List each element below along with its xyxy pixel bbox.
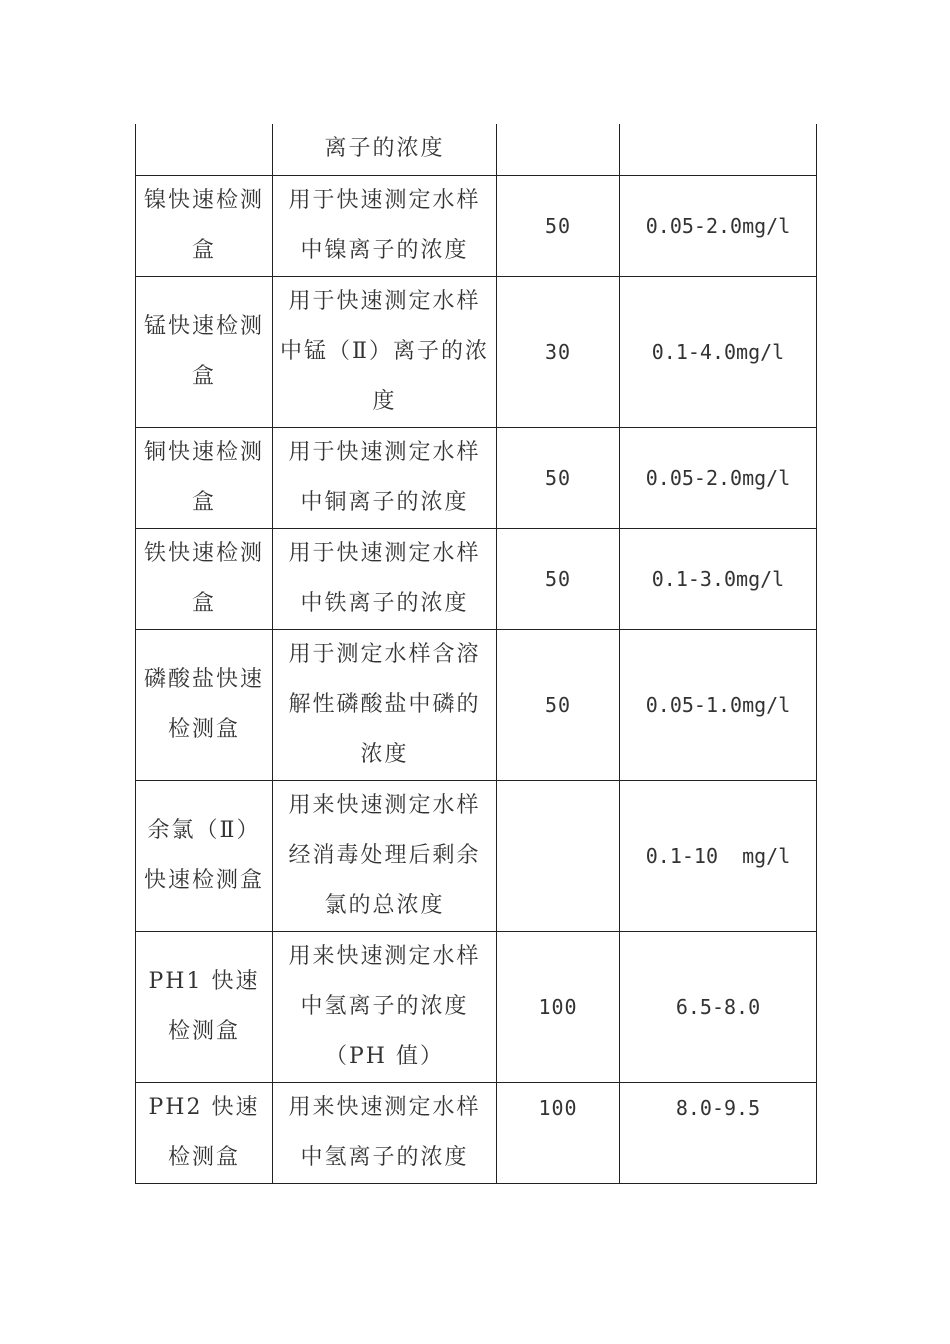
kit-name-cell bbox=[136, 124, 273, 175]
table-row bbox=[136, 1082, 817, 1183]
kit-count-cell bbox=[497, 780, 620, 931]
kit-range-cell: 6.5-8.0 bbox=[620, 931, 817, 1082]
kit-description-cell: 离子的浓度 bbox=[273, 124, 497, 175]
table-row bbox=[136, 629, 817, 780]
kit-range-cell: 8.0-9.5 bbox=[620, 1082, 817, 1183]
kit-range-cell: 0.1-4.0mg/l bbox=[620, 276, 817, 427]
table-row bbox=[136, 931, 817, 1082]
table-row bbox=[136, 528, 817, 629]
kit-name-cell: PH1 快速检测盒 bbox=[136, 931, 273, 1082]
kit-name-cell: 铜快速检测盒 bbox=[136, 427, 273, 528]
kit-range-cell: 0.05-1.0mg/l bbox=[620, 629, 817, 780]
kit-description-cell: 用于快速测定水样中锰（Ⅱ）离子的浓度 bbox=[273, 276, 497, 427]
kit-range-cell: 0.05-2.0mg/l bbox=[620, 427, 817, 528]
kit-description-cell: 用来快速测定水样中氢离子的浓度（PH 值） bbox=[273, 931, 497, 1082]
test-kit-table bbox=[135, 124, 817, 1184]
kit-name-cell: PH2 快速检测盒 bbox=[136, 1082, 273, 1183]
kit-range-cell bbox=[620, 124, 817, 175]
table-row bbox=[136, 780, 817, 931]
kit-name-cell: 镍快速检测盒 bbox=[136, 175, 273, 276]
kit-count-cell: 100 bbox=[497, 1082, 620, 1183]
kit-name-cell: 铁快速检测盒 bbox=[136, 528, 273, 629]
kit-range-cell: 0.1-3.0mg/l bbox=[620, 528, 817, 629]
table-row bbox=[136, 276, 817, 427]
kit-description-cell: 用于快速测定水样中铜离子的浓度 bbox=[273, 427, 497, 528]
table-row bbox=[136, 427, 817, 528]
kit-description-cell: 用来快速测定水样经消毒处理后剩余氯的总浓度 bbox=[273, 780, 497, 931]
table-row bbox=[136, 124, 817, 175]
kit-range-cell: 0.1-10 mg/l bbox=[620, 780, 817, 931]
kit-count-cell: 50 bbox=[497, 629, 620, 780]
kit-description-cell: 用于测定水样含溶解性磷酸盐中磷的浓度 bbox=[273, 629, 497, 780]
kit-description-cell: 用于快速测定水样中镍离子的浓度 bbox=[273, 175, 497, 276]
kit-count-cell bbox=[497, 124, 620, 175]
kit-name-cell: 锰快速检测盒 bbox=[136, 276, 273, 427]
kit-count-cell: 50 bbox=[497, 427, 620, 528]
kit-name-cell: 余氯（Ⅱ）快速检测盒 bbox=[136, 780, 273, 931]
kit-count-cell: 30 bbox=[497, 276, 620, 427]
kit-count-cell: 100 bbox=[497, 931, 620, 1082]
table-row bbox=[136, 175, 817, 276]
kit-description-cell: 用来快速测定水样中氢离子的浓度 bbox=[273, 1082, 497, 1183]
kit-description-cell: 用于快速测定水样中铁离子的浓度 bbox=[273, 528, 497, 629]
kit-range-cell: 0.05-2.0mg/l bbox=[620, 175, 817, 276]
kit-name-cell: 磷酸盐快速检测盒 bbox=[136, 629, 273, 780]
kit-count-cell: 50 bbox=[497, 175, 620, 276]
kit-count-cell: 50 bbox=[497, 528, 620, 629]
